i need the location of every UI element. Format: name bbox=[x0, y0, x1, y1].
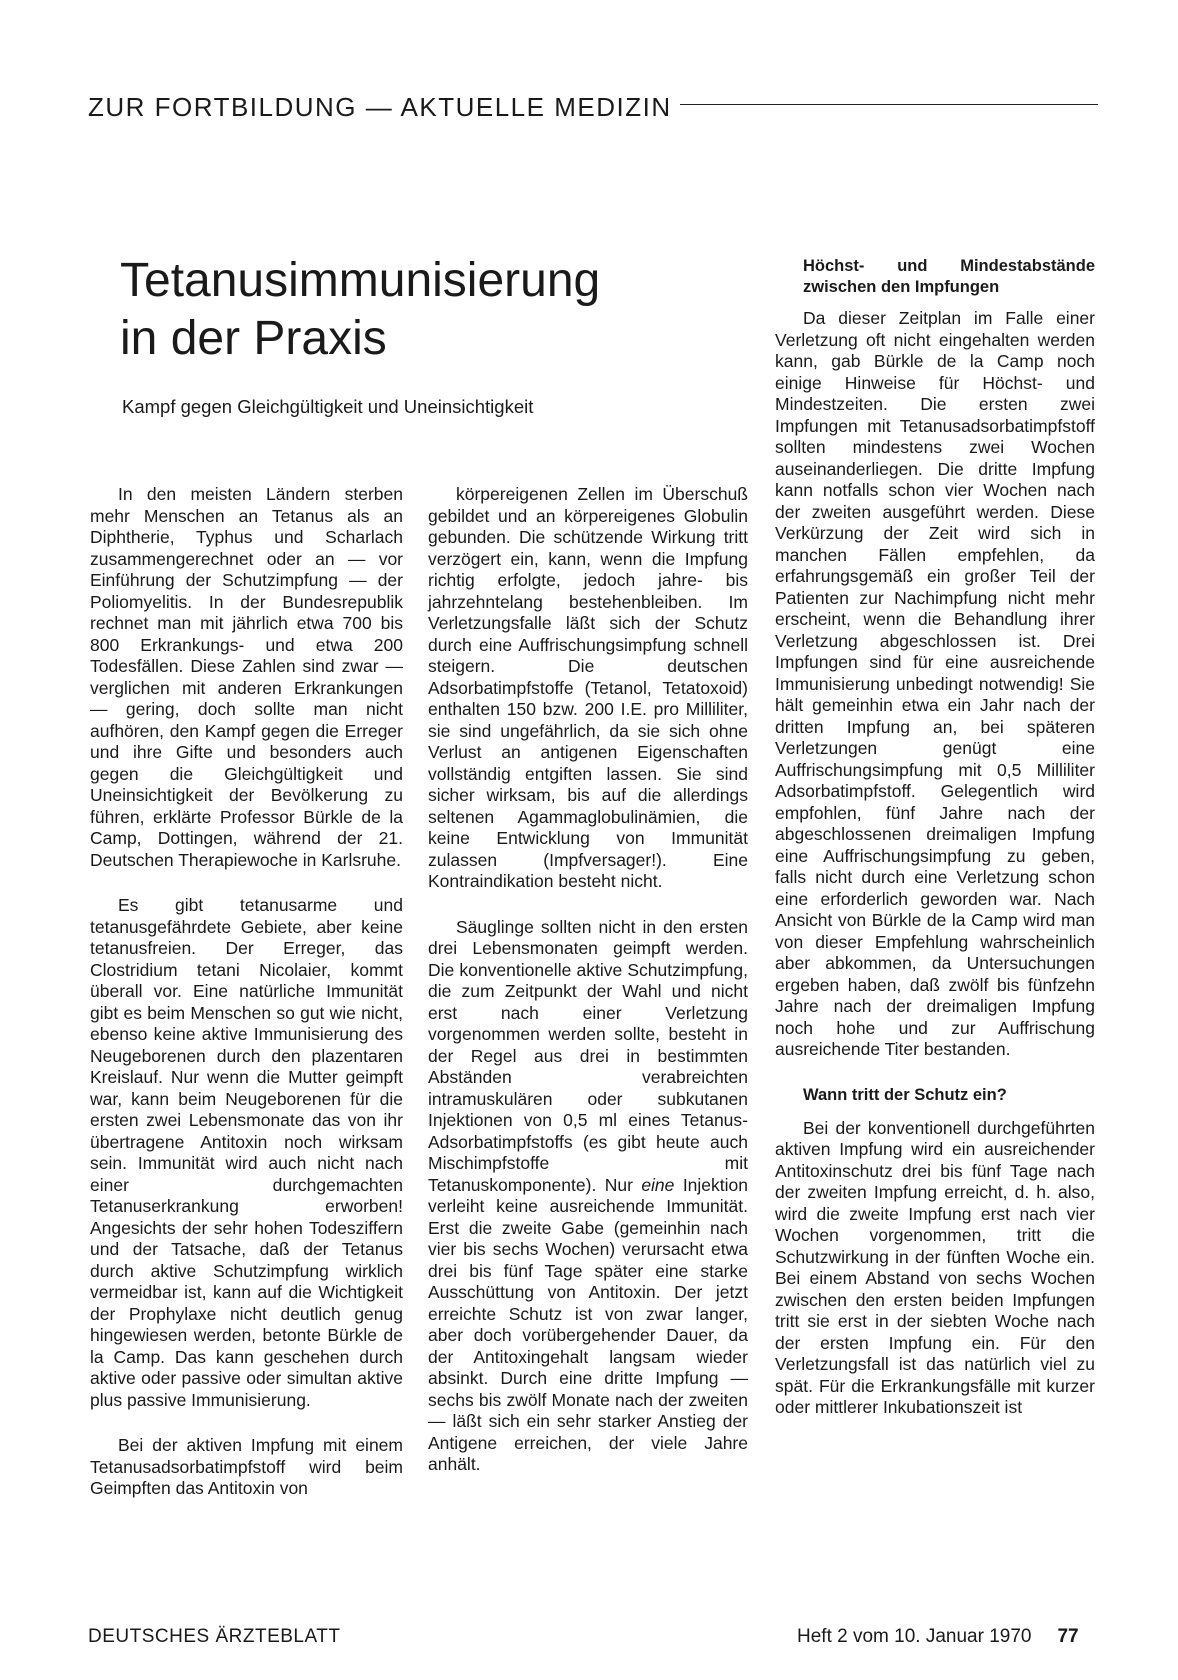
paragraph: Da dieser Zeitplan im Falle einer Verletzung oft nicht eingehalten werden kann, gab Bürkle de la Camp noch einige Hinweise für Höchst- und Mindestzeiten. Die ersten zwei Impfungen mit Tetanusadsorbatimpfstoff sollten mindestens zwei Wochen auseinanderliegen. Die dritte Impfung kann notfalls schon vier Wochen nach der zweiten ausgeführt werden. Diese Verkürzung der Zeit wird sich in manchen Fällen empfehlen, da erfahrungsgemäß ein großer Teil der Patienten zur Nachimpfung nicht mehr erscheint, wenn die Behandlung ihrer Verletzung abgeschlossen ist. Drei Impfungen sind für eine ausreichende Immunisierung unbedingt notwendig! Sie hält gemeinhin etwa ein Jahr nach der dritten Impfung an, bei späteren Verletzungen genügt eine Auffrischungsimpfung mit 0,5 Milliliter Adsorbatimpfstoff. Gelegentlich wird empfohlen, fünf Jahre nach der abgeschlossenen dreimaligen Impfung eine Auffrischungsimpfung zu geben, falls nicht durch eine Verletzung schon eine erforderlich geworden war. Nach Ansicht von Bürkle de la Camp wird man von dieser Empfehlung wahrscheinlich aber abkommen, da Untersuchungen ergeben haben, daß zwölf bis fünfzehn Jahre nach der dreimaligen Impfung noch hohe und zur Auffrischung ausreichende Titer bestanden. bbox=[775, 308, 1095, 1059]
paragraph: Bei der konventionell durchgeführten aktiven Impfung wird ein ausreichender Antitoxinschutz drei bis fünf Tage nach der zweiten Impfung erreicht, d. h. also, wird die zweite Impfung erst nach vier Wochen vorgenommen, tritt die Schutzwirkung in der fünften Woche ein. Bei einem Abstand von sechs Wochen zwischen den ersten beiden Impfungen tritt sie erst in der siebten Woche nach der ersten Impfung ein. Für den Verletzungsfall ist das natürlich viel zu spät. Für die Erkrankungsfälle mit kurzer oder mittlerer Inkubationszeit ist bbox=[775, 1117, 1095, 1417]
paragraph bbox=[428, 917, 748, 1476]
title-line-2: in der Praxis bbox=[120, 312, 387, 365]
text-column-1 bbox=[90, 484, 403, 1500]
journal-name: DEUTSCHES ÄRZTEBLATT bbox=[88, 1626, 341, 1647]
article-subtitle: Kampf gegen Gleichgültigkeit und Uneinsichtigkeit bbox=[122, 396, 534, 417]
section-title: ZUR FORTBILDUNG — AKTUELLE MEDIZIN bbox=[88, 92, 680, 123]
paragraph: Bei der aktiven Impfung mit einem Tetanusadsorbatimpfstoff wird beim Geimpften das Antitoxin von bbox=[90, 1435, 403, 1498]
emphasis: eine bbox=[641, 1174, 675, 1195]
paragraph: In den meisten Ländern sterben mehr Menschen an Tetanus als an Diphtherie, Typhus und Scharlach zusammengerechnet oder an — vor Einführung der Schutzimpfung — der Poliomyelitis. In der Bundesrepublik rechnet man mit jährlich etwa 700 bis 800 Erkrankungs- und etwa 200 Todesfällen. Diese Zahlen sind zwar — verglichen mit anderen Erkrankungen — gering, doch sollte man nicht aufhören, den Kampf gegen die Erreger und ihre Gifte und besonders auch gegen die Gleichgültigkeit und Uneinsichtigkeit der Bevölkerung zu führen, erklärte Professor Bürkle de la Camp, Dottingen, während der 21. Deutschen Therapiewoche in Karlsruhe. bbox=[90, 484, 403, 870]
section-heading: Wann tritt der Schutz ein? bbox=[803, 1085, 1007, 1104]
page-number: 77 bbox=[1057, 1626, 1079, 1647]
text-column-3 bbox=[775, 256, 1095, 1419]
issue-date: Heft 2 vom 10. Januar 1970 bbox=[797, 1626, 1032, 1647]
paragraph: Es gibt tetanusarme und tetanusgefährdete Gebiete, aber keine tetanusfreien. Der Erreger, das Clostridium tetani Nicolaier, kommt überall vor. Eine natürliche Immunität gibt es beim Menschen so gut wie nicht, ebenso keine aktive Immunisierung des Neugeborenen durch den plazentaren Kreislauf. Nur wenn die Mutter geimpft war, kann beim Neugeborenen für die ersten zwei Lebensmonate das von ihr übertragene Antitoxin noch wirksam sein. Immunität wird auch nicht nach einer durchgemachten Tetanuserkrankung erworben! Angesichts der sehr hohen Todesziffern und der Tatsache, daß der Tetanus durch aktive Schutzimpfung wirklich vermeidbar ist, kann auf die Wichtigkeit der Prophylaxe nicht deutlich genug hingewiesen werden, betonte Bürkle de la Camp. Das kann geschehen durch aktive oder passive oder simultan aktive plus passive Immunisierung. bbox=[90, 895, 403, 1410]
issue-info bbox=[797, 1626, 1079, 1648]
section-heading: Höchst- und Mindestabstände zwischen den Impfungen bbox=[803, 257, 1095, 296]
text-column-2 bbox=[428, 484, 748, 1476]
section-header bbox=[88, 92, 1098, 132]
article-title bbox=[120, 252, 600, 368]
paragraph-text: Injektion verleiht keine ausreichende Immunität. Erst die zweite Gabe (gemeinhin nach vier bis sechs Wochen) verursacht etwa drei bis fünf Tage später eine starke Ausschüttung von Antitoxin. Der jetzt erreichte Schutz ist von zwar langer, aber doch vorübergehender Dauer, da der Antitoxingehalt langsam wieder absinkt. Durch eine dritte Impfung — sechs bis zwölf Monate nach der zweiten — läßt sich ein sehr starker Anstieg der Antigene erreichen, der viele Jahre anhält. bbox=[428, 1174, 748, 1474]
paragraph: körpereigenen Zellen im Überschuß gebildet und an körpereigenes Globulin gebunden. Die schützende Wirkung tritt verzögert ein, kann, wenn die Impfung richtig erfolgte, jedoch jahre- bis jahrzehntelang bestehenbleiben. Im Verletzungsfalle läßt sich der Schutz durch eine Auffrischungsimpfung schnell steigern. Die deutschen Adsorbatimpfstoffe (Tetanol, Tetatoxoid) enthalten 150 bzw. 200 I.E. pro Milliliter, sie sind ungefährlich, da sie sich ohne Verlust an antigenen Eigenschaften vollständig entgiften lassen. Sie sind sicher wirksam, bis auf die allerdings seltenen Agammaglobulinämien, die keine Entwicklung von Immunität zulassen (Impfversager!). Eine Kontraindikation besteht nicht. bbox=[428, 484, 748, 891]
title-line-1: Tetanusimmunisierung bbox=[120, 254, 601, 307]
paragraph-text: Säuglinge sollten nicht in den ersten drei Lebensmonaten geimpft werden. Die konventionelle aktive Schutzimpfung, die zum Zeitpunkt der Wahl und nicht erst nach einer Verletzung vorgenommen werden sollte, besteht in der Regel aus drei in bestimmten Abständen verabreichten intramuskulären oder subkutanen Injektionen von 0,5 ml eines Tetanus-Adsorbatimpfstoffs (es gibt heute auch Mischimpfstoffe mit Tetanuskomponente). Nur bbox=[428, 916, 748, 1195]
